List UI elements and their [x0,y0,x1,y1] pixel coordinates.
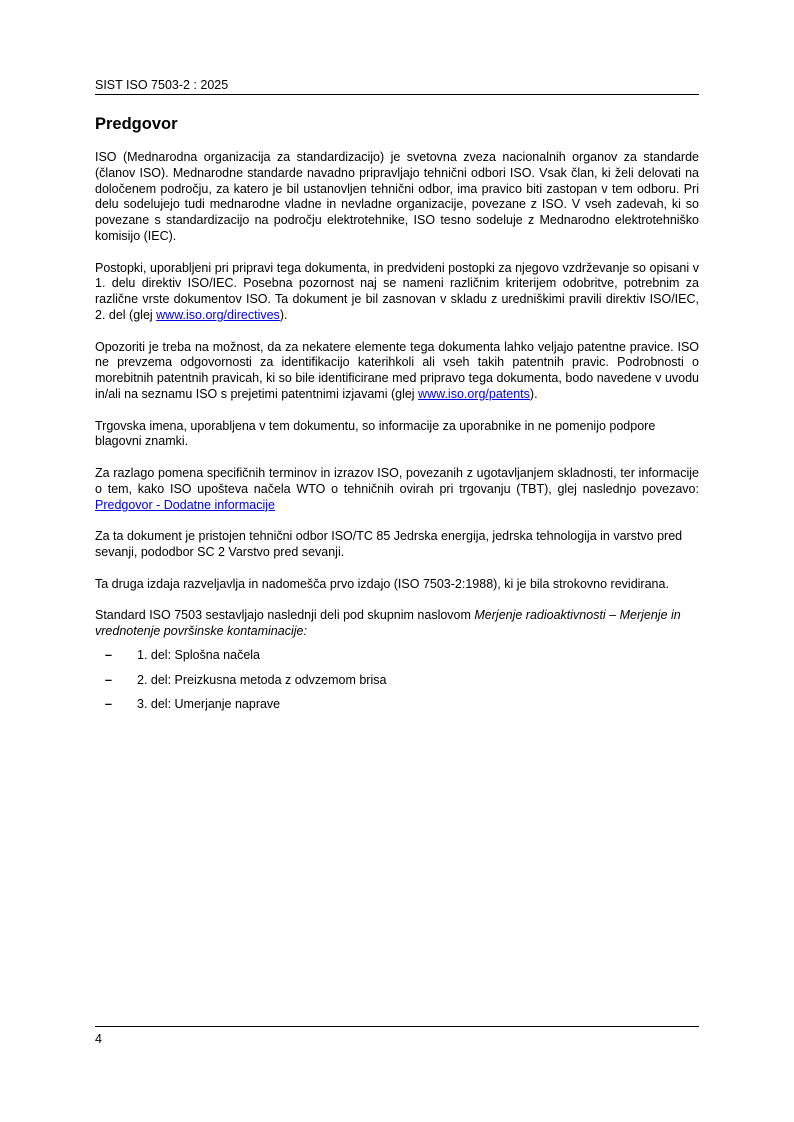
paragraph-wto [95,466,699,513]
paragraph-iso-intro: ISO (Mednarodna organizacija za standardizacijo) je svetovna zveza nacionalnih organov za standarde (članov ISO). Mednarodne standarde navadno pripravljajo tehnični odbori ISO. Vsak član, ki želi delovati na določenem področju, za katero je bil ustanovljen tehnični odbor, ima pravico biti zastopan v tem odboru. Pri delu sodelujejo tudi mednarodne vladne in nevladne organizacije, povezane z ISO. V vseh zadevah, ki so povezane s standardizacijo na področju elektrotehnike, ISO tesno sodeluje z Mednarodno elektrotehniško komisijo (IEC). [95,150,699,243]
paragraph-procedures [95,261,699,324]
document-id: SIST ISO 7503-2 : 2025 [95,78,229,92]
list-item-label: 1. del: Splošna načela [137,647,261,662]
paragraph-patents [95,340,699,403]
section-title: Predgovor [95,115,178,133]
paragraph-procedures-tail: ). [279,307,288,322]
foreword-info-link[interactable]: Predgovor - Dodatne informacije [95,497,275,512]
page-footer [95,1026,699,1047]
list-item [95,697,699,713]
series-title: Merjenje radioaktivnosti – Merjenje in vrednotenje površinske kontaminacije: [95,608,681,638]
list-item-label: 3. del: Umerjanje naprave [137,697,281,712]
paragraph-parts-intro [95,608,699,640]
list-item [95,673,699,689]
list-dash: – [105,697,112,712]
paragraph-committee: Za ta dokument je pristojen tehnični odbor ISO/TC 85 Jedrska energija, jedrska tehnologija in varstvo pred sevanji, pododbor SC 2 Varstvo pred sevanji. [95,529,683,559]
paragraph-patents-text: Opozoriti je treba na možnost, da za nekatere elemente tega dokumenta lahko veljajo patentne pravice. ISO ne prevzema odgovornosti za identifikacijo katerihkoli ali vseh takih patentnih pravic. Podrobnosti o morebitnih patentnih pravicah, ki so bile identificirane med pripravo tega dokumenta, bodo navedene v uvodu in/ali na seznamu ISO s prejetimi patentnimi izjavami (glej [95,339,699,401]
paragraph-wto-text: Za razlago pomena specifičnih terminov in izrazov ISO, povezanih z ugotavljanjem skladnosti, ter informacije o tem, kako ISO upošteva načela WTO o tehničnih ovirah pri trgovanju (TBT), glej naslednjo povezavo: [95,465,699,496]
foreword-body [95,150,699,722]
list-dash: – [105,647,112,662]
paragraph-edition: Ta druga izdaja razveljavlja in nadomešča prvo izdajo (ISO 7503-2:1988), ki je bila strokovno revidirana. [95,576,669,591]
directives-link[interactable]: www.iso.org/directives [156,307,280,322]
paragraph-parts-intro-text: Standard ISO 7503 sestavljajo naslednji deli pod skupnim naslovom [95,608,475,623]
list-dash: – [105,672,112,687]
paragraph-trade-names: Trgovska imena, uporabljena v tem dokumentu, so informacije za uporabnike in ne pomenijo podpore blagovni znamki. [95,418,656,449]
list-item [95,648,699,664]
patents-link[interactable]: www.iso.org/patents [418,386,530,401]
paragraph-procedures-text: Postopki, uporabljeni pri pripravi tega dokumenta, in predvideni postopki za njegovo vzdrževanje so opisani v 1. delu direktiv ISO/IEC. Posebna pozornost naj se nameni različnim kriterijem odobritve, potrebnim za različne vrste dokumentov ISO. Ta dokument je bil zasnovan v skladu z uredniškimi pravili direktiv ISO/IEC, 2. del (glej [95,260,699,322]
parts-list [95,648,699,713]
list-item-label: 2. del: Preizkusna metoda z odvzemom brisa [137,672,387,687]
page-number: 4 [95,1032,102,1046]
paragraph-patents-tail: ). [529,386,538,401]
running-header [95,77,699,95]
